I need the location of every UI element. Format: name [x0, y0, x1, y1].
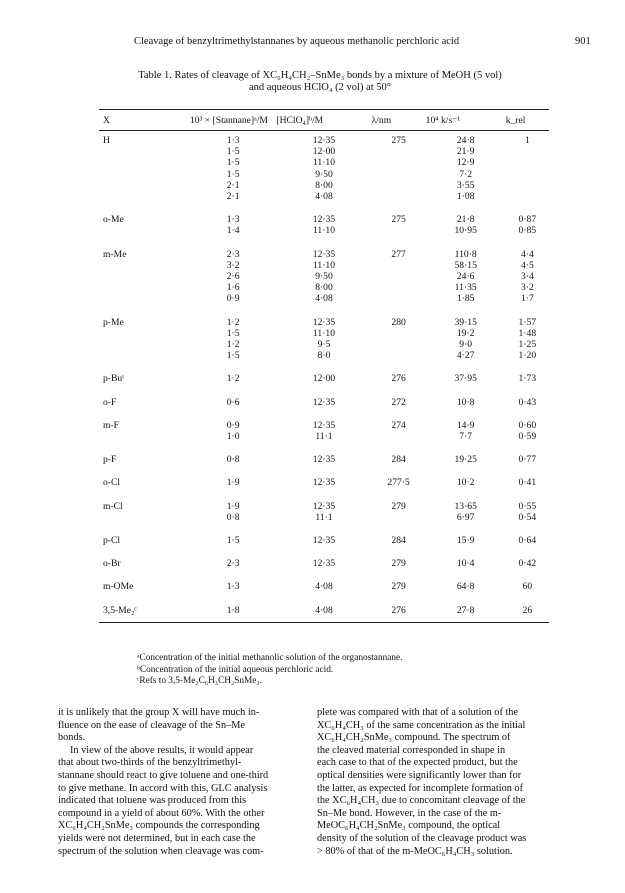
cell-krel — [506, 442, 549, 465]
cell-hclo4-value: 8·0 — [317, 350, 331, 362]
cell-krel-value: 1·25 — [518, 339, 537, 351]
cell-stannane — [190, 546, 277, 569]
cell-stannane-value: 1·3 — [226, 581, 240, 593]
text-line: spectrum of the solution when cleavage was com- — [58, 845, 264, 857]
cell-hclo4-value: 12·35 — [312, 316, 336, 328]
text-line: XC₆H₄CH₂SnMe₃ compound. The spectrum of — [317, 732, 511, 744]
page-number: 901 — [575, 36, 591, 47]
cell-krel-value: 1·73 — [518, 373, 537, 385]
cell-k-value: 19·2 — [456, 327, 475, 339]
cell-k-value: 24·8 — [456, 135, 475, 146]
cell-stannane-value: 1·6 — [226, 282, 240, 294]
table-row — [99, 237, 549, 305]
cell-hclo4 — [276, 237, 371, 305]
cell-x — [99, 569, 190, 592]
cell-stannane-value: 1·5 — [226, 535, 240, 547]
cell-krel-value: 0·55 — [518, 500, 537, 512]
cell-k-value: 1·08 — [456, 191, 475, 203]
footnote-c: ᶜRefs to 3,5-Me₂C₆H₃CH₂SnMe₃. — [137, 676, 262, 686]
text-line: that about two-thirds of the benzyltrimethyl- — [58, 757, 242, 769]
table-row — [99, 131, 549, 203]
cell-stannane — [190, 593, 277, 623]
cell-k-value: 6·97 — [456, 511, 475, 523]
cell-hclo4 — [276, 305, 371, 362]
cell-lambda-value: 272 — [391, 396, 406, 408]
header-x: X — [99, 110, 190, 131]
text-line: the XC₆H₄CH₃ due to concomitant cleavage of the — [317, 795, 526, 807]
cell-x-value: m-F — [103, 419, 119, 431]
cell-hclo4-value: 4·08 — [315, 293, 333, 305]
cell-krel — [506, 202, 549, 236]
cell-k — [426, 523, 506, 546]
text-line: indicated that toluene was produced from this — [58, 795, 247, 807]
caption-line-1: Table 1. Rates of cleavage of XC₆H₄CH₂–SnMe₃ bonds by a mixture of MeOH (5 vol) — [138, 70, 502, 81]
cell-lambda — [372, 546, 426, 569]
table-row — [99, 442, 549, 465]
cell-k-value: 11·35 — [454, 282, 477, 294]
cell-lambda-value: 279 — [391, 581, 406, 593]
cell-hclo4 — [276, 489, 371, 523]
cell-krel — [506, 305, 549, 362]
cell-hclo4-value: 9·50 — [315, 168, 333, 180]
cell-x-value: m-Me — [103, 248, 127, 260]
cell-hclo4-value: 11·10 — [312, 327, 335, 339]
cell-krel-value: 0·85 — [518, 225, 537, 237]
text-line: XC₆H₄CH₃ of the same concentration as the initial — [317, 719, 526, 731]
cell-k-value: 15·9 — [456, 535, 475, 547]
cell-stannane — [190, 569, 277, 592]
cell-k — [426, 569, 506, 592]
cell-k-value: 4·27 — [456, 350, 475, 362]
cell-krel-value: 1·48 — [518, 327, 537, 339]
cell-krel-value: 3·2 — [520, 282, 534, 294]
cell-lambda-value: 279 — [391, 558, 406, 570]
cell-k — [426, 408, 506, 442]
cell-hclo4-value: 11·10 — [312, 225, 335, 237]
cell-krel-value: 1 — [524, 135, 530, 146]
body-column-left — [58, 707, 304, 858]
body-column-right — [317, 707, 575, 858]
cell-stannane — [190, 523, 277, 546]
cell-lambda — [372, 202, 426, 236]
cell-x-value: p-Cl — [103, 535, 121, 547]
text-line: > 80% of that of the m-MeOC₆H₄CH₃ solution. — [317, 845, 513, 857]
cell-krel-value: 0·41 — [518, 477, 537, 489]
cell-k-value: 9·0 — [459, 339, 473, 351]
cell-hclo4-value: 9·5 — [317, 339, 331, 351]
header-lambda: λ/nm — [372, 110, 426, 131]
cell-stannane-value: 0·9 — [226, 419, 240, 431]
text-line: to give methane. In accord with this, GLC analysis — [58, 782, 268, 794]
cell-lambda-value: 275 — [391, 214, 406, 226]
cell-krel — [506, 593, 549, 623]
cell-stannane — [190, 237, 277, 305]
cell-stannane-value: 1·9 — [226, 477, 240, 489]
cell-krel-value: 0·59 — [518, 431, 537, 443]
cell-hclo4 — [276, 385, 371, 408]
cell-hclo4-value: 11·1 — [315, 511, 333, 523]
cell-krel-value: 4·4 — [520, 248, 534, 260]
cell-lambda — [372, 131, 426, 203]
cell-stannane-value: 0·9 — [226, 293, 240, 305]
cell-lambda-value: 279 — [391, 500, 406, 512]
cell-krel-value: 1·57 — [518, 316, 537, 328]
cell-k-value: 1·85 — [456, 293, 475, 305]
cell-hclo4 — [276, 361, 371, 384]
cell-k-value: 10·2 — [456, 477, 475, 489]
cell-hclo4 — [276, 523, 371, 546]
cell-x-value: p-Me — [103, 316, 124, 328]
cell-hclo4 — [276, 593, 371, 623]
cell-x-value: m-Cl — [103, 500, 123, 512]
cell-k-value: 110·8 — [454, 248, 477, 260]
text-line: MeOC₆H₄CH₂SnMe₃ compound, the optical — [317, 820, 501, 832]
cell-k — [426, 442, 506, 465]
cell-k-value: 12·9 — [456, 157, 475, 169]
cell-x-value: p-F — [103, 454, 117, 466]
table-row — [99, 361, 549, 384]
cell-krel-value: 0·87 — [518, 214, 537, 226]
cell-hclo4-value: 12·00 — [312, 373, 336, 385]
cell-stannane-value: 0·8 — [226, 511, 240, 523]
cell-hclo4 — [276, 202, 371, 236]
cell-k — [426, 237, 506, 305]
cell-stannane-value: 0·6 — [226, 396, 240, 408]
cell-stannane-value: 2·3 — [226, 558, 240, 570]
cell-hclo4-value: 4·08 — [315, 581, 333, 593]
cell-x — [99, 523, 190, 546]
cell-hclo4-value: 8·00 — [315, 179, 333, 191]
cell-stannane — [190, 131, 277, 203]
cell-hclo4 — [276, 408, 371, 442]
rates-table — [99, 109, 549, 623]
cell-stannane-value: 1·4 — [226, 225, 240, 237]
cell-lambda-value: 284 — [391, 535, 406, 547]
cell-stannane — [190, 489, 277, 523]
cell-k-value: 13·65 — [454, 500, 477, 512]
text-line: the latter, as expected for incomplete formation of — [317, 782, 524, 794]
cell-k-value: 3·55 — [456, 179, 475, 191]
text-line: the cleaved material corresponded in shape in — [317, 744, 506, 756]
table-row — [99, 593, 549, 623]
table-header-row — [99, 110, 549, 131]
cell-stannane — [190, 408, 277, 442]
cell-hclo4-value: 12·35 — [312, 454, 336, 466]
cell-x — [99, 305, 190, 362]
cell-krel-value: 0·77 — [518, 454, 537, 466]
cell-lambda-value: 274 — [391, 419, 406, 431]
cell-stannane-value: 0·8 — [226, 454, 240, 466]
text-line: Sn–Me bond. However, in the case of the m- — [317, 807, 502, 819]
cell-hclo4-value: 12·35 — [312, 558, 336, 570]
cell-hclo4-value: 11·1 — [315, 431, 333, 443]
cell-stannane-value: 2·1 — [226, 179, 240, 191]
table-row — [99, 489, 549, 523]
running-header — [0, 36, 625, 50]
cell-stannane-value: 3·2 — [226, 259, 240, 271]
cell-stannane — [190, 385, 277, 408]
cell-k-value: 7·7 — [459, 431, 473, 443]
cell-k-value: 21·8 — [456, 214, 475, 226]
cell-hclo4-value: 4·08 — [315, 191, 333, 203]
cell-krel — [506, 131, 549, 203]
cell-stannane-value: 1·2 — [226, 316, 240, 328]
cell-stannane-value: 2·1 — [226, 191, 240, 203]
cell-lambda — [372, 442, 426, 465]
cell-x-value: o-Br — [103, 558, 121, 570]
cell-x — [99, 237, 190, 305]
cell-hclo4-value: 11·10 — [312, 259, 335, 271]
cell-k-value: 19·25 — [454, 454, 477, 466]
cell-k-value: 10·95 — [454, 225, 477, 237]
text-line: stannane should react to give toluene and one-third — [58, 769, 269, 781]
cell-krel — [506, 465, 549, 488]
cell-stannane-value: 1·5 — [226, 146, 240, 158]
cell-krel — [506, 546, 549, 569]
header-stannane: 10³ × [Stannane]ᵃ/M — [190, 110, 277, 131]
text-line: XC₆H₄CH₂SnMe₃ compounds the corresponding — [58, 820, 260, 832]
cell-stannane — [190, 465, 277, 488]
table-footnotes — [137, 653, 402, 688]
cell-hclo4-value: 12·35 — [312, 500, 336, 512]
text-line: yields were not determined, but in each case the — [58, 832, 256, 844]
cell-hclo4-value: 12·35 — [312, 535, 336, 547]
cell-lambda — [372, 408, 426, 442]
cell-lambda-value: 277 — [391, 248, 406, 260]
cell-krel — [506, 489, 549, 523]
cell-krel-value: 0·42 — [518, 558, 537, 570]
header-k: 10⁴ k/s⁻¹ — [426, 110, 506, 131]
table-caption — [100, 70, 540, 94]
cell-k-value: 37·95 — [454, 373, 477, 385]
cell-x-value: m-OMe — [103, 581, 134, 593]
cell-x-value: p-Buᵗ — [103, 373, 125, 385]
cell-krel — [506, 523, 549, 546]
cell-stannane-value: 1·2 — [226, 339, 240, 351]
cell-lambda-value: 276 — [391, 604, 406, 616]
text-line: fluence on the ease of cleavage of the Sn–Me — [58, 719, 245, 731]
cell-krel-value: 0·54 — [518, 511, 537, 523]
cell-lambda-value: 277·5 — [387, 477, 410, 489]
cell-lambda — [372, 489, 426, 523]
cell-k — [426, 385, 506, 408]
cell-k-value: 7·2 — [459, 168, 473, 180]
cell-krel-value: 0·43 — [518, 396, 537, 408]
cell-lambda — [372, 385, 426, 408]
cell-k-value: 24·6 — [456, 271, 475, 283]
cell-hclo4-value: 12·35 — [312, 477, 336, 489]
cell-lambda-value: 280 — [391, 316, 406, 328]
cell-k-value: 39·15 — [454, 316, 477, 328]
cell-stannane-value: 1·3 — [226, 135, 240, 146]
cell-stannane — [190, 202, 277, 236]
cell-krel — [506, 237, 549, 305]
cell-k — [426, 489, 506, 523]
cell-krel-value: 1·7 — [520, 293, 534, 305]
cell-krel-value: 26 — [522, 604, 533, 616]
cell-lambda — [372, 305, 426, 362]
cell-lambda — [372, 523, 426, 546]
cell-stannane-value: 2·3 — [226, 248, 240, 260]
cell-stannane — [190, 305, 277, 362]
cell-lambda — [372, 361, 426, 384]
cell-x — [99, 546, 190, 569]
cell-krel — [506, 361, 549, 384]
cell-stannane-value: 1·3 — [226, 214, 240, 226]
cell-hclo4 — [276, 465, 371, 488]
text-line: In view of the above results, it would appear — [70, 744, 254, 756]
cell-k-value: 58·15 — [454, 259, 477, 271]
cell-krel — [506, 408, 549, 442]
table-row — [99, 202, 549, 236]
cell-hclo4-value: 12·35 — [312, 135, 336, 146]
cell-x — [99, 202, 190, 236]
cell-hclo4-value: 11·10 — [312, 157, 335, 169]
cell-k-value: 14·9 — [456, 419, 475, 431]
cell-hclo4-value: 12·35 — [312, 396, 336, 408]
cell-stannane-value: 1·5 — [226, 157, 240, 169]
cell-hclo4 — [276, 442, 371, 465]
table-row — [99, 546, 549, 569]
cell-hclo4 — [276, 546, 371, 569]
cell-x-value: 3,5-Me₂ᶜ — [103, 604, 137, 616]
cell-krel-value: 60 — [522, 581, 533, 593]
cell-k — [426, 131, 506, 203]
cell-stannane-value: 2·6 — [226, 271, 240, 283]
cell-lambda — [372, 569, 426, 592]
cell-stannane — [190, 442, 277, 465]
cell-lambda-value: 275 — [391, 135, 406, 146]
cell-stannane-value: 1·5 — [226, 350, 240, 362]
cell-hclo4-value: 4·08 — [315, 604, 333, 616]
table-row — [99, 385, 549, 408]
cell-hclo4-value: 9·50 — [315, 271, 333, 283]
cell-hclo4-value: 12·35 — [312, 214, 336, 226]
cell-stannane-value: 1·0 — [226, 431, 240, 443]
cell-stannane-value: 1·8 — [226, 604, 240, 616]
table-row — [99, 465, 549, 488]
cell-x — [99, 408, 190, 442]
table-row — [99, 523, 549, 546]
cell-lambda — [372, 593, 426, 623]
cell-krel-value: 1·20 — [518, 350, 537, 362]
cell-x-value: o-Cl — [103, 477, 121, 489]
cell-lambda-value: 276 — [391, 373, 406, 385]
cell-k — [426, 593, 506, 623]
text-line: density of the solution of the cleavage product was — [317, 832, 527, 844]
text-line: optical densities were significantly lower than for — [317, 769, 522, 781]
cell-x — [99, 361, 190, 384]
cell-lambda — [372, 237, 426, 305]
cell-x-value: H — [103, 135, 110, 146]
cell-stannane-value: 1·5 — [226, 327, 240, 339]
cell-krel-value: 0·64 — [518, 535, 537, 547]
cell-krel-value: 0·60 — [518, 419, 537, 431]
cell-x — [99, 131, 190, 203]
cell-x — [99, 385, 190, 408]
cell-k — [426, 202, 506, 236]
cell-x-value: o-Me — [103, 214, 124, 226]
cell-krel — [506, 569, 549, 592]
cell-k — [426, 361, 506, 384]
text-line: compound in a yield of about 60%. With the other — [58, 807, 265, 819]
cell-k — [426, 546, 506, 569]
text-line: bonds. — [58, 732, 86, 744]
cell-stannane-value: 1·5 — [226, 168, 240, 180]
table-row — [99, 569, 549, 592]
cell-x — [99, 465, 190, 488]
cell-krel-value: 3·4 — [520, 271, 534, 283]
cell-k — [426, 305, 506, 362]
cell-k — [426, 465, 506, 488]
cell-x — [99, 489, 190, 523]
cell-stannane-value: 1·2 — [226, 373, 240, 385]
cell-k-value: 64·8 — [456, 581, 475, 593]
text-line: each case to that of the expected product, but the — [317, 757, 518, 769]
cell-x-value: o-F — [103, 396, 117, 408]
cell-hclo4-value: 12·00 — [312, 146, 336, 158]
cell-hclo4-value: 8·00 — [315, 282, 333, 294]
table-row — [99, 305, 549, 362]
cell-hclo4 — [276, 131, 371, 203]
cell-hclo4 — [276, 569, 371, 592]
text-line: it is unlikely that the group X will have much in- — [58, 707, 260, 718]
cell-lambda-value: 284 — [391, 454, 406, 466]
footnote-a: ᵃConcentration of the initial methanolic solution of the organostannane. — [137, 653, 403, 663]
cell-hclo4-value: 12·35 — [312, 419, 336, 431]
header-hclo4: [HClO₄]ᵇ/M — [276, 110, 371, 131]
cell-k-value: 21·9 — [456, 146, 475, 158]
cell-stannane-value: 1·9 — [226, 500, 240, 512]
cell-x — [99, 593, 190, 623]
cell-stannane — [190, 361, 277, 384]
footnote-b: ᵇConcentration of the initial aqueous perchloric acid. — [137, 664, 334, 675]
cell-k-value: 10·8 — [456, 396, 475, 408]
header-krel: k_rel — [506, 110, 549, 131]
cell-hclo4-value: 12·35 — [312, 248, 336, 260]
cell-k-value: 27·8 — [456, 604, 475, 616]
table-row — [99, 408, 549, 442]
cell-x — [99, 442, 190, 465]
caption-line-2: and aqueous HClO₄ (2 vol) at 50° — [248, 82, 391, 93]
text-line: plete was compared with that of a solution of the — [317, 707, 519, 718]
table-body — [99, 131, 549, 623]
cell-krel-value: 4·5 — [520, 259, 534, 271]
cell-krel — [506, 385, 549, 408]
cell-k-value: 10·4 — [456, 558, 475, 570]
running-title: Cleavage of benzyltrimethylstannanes by aqueous methanolic perchloric acid — [134, 36, 460, 47]
cell-lambda — [372, 465, 426, 488]
